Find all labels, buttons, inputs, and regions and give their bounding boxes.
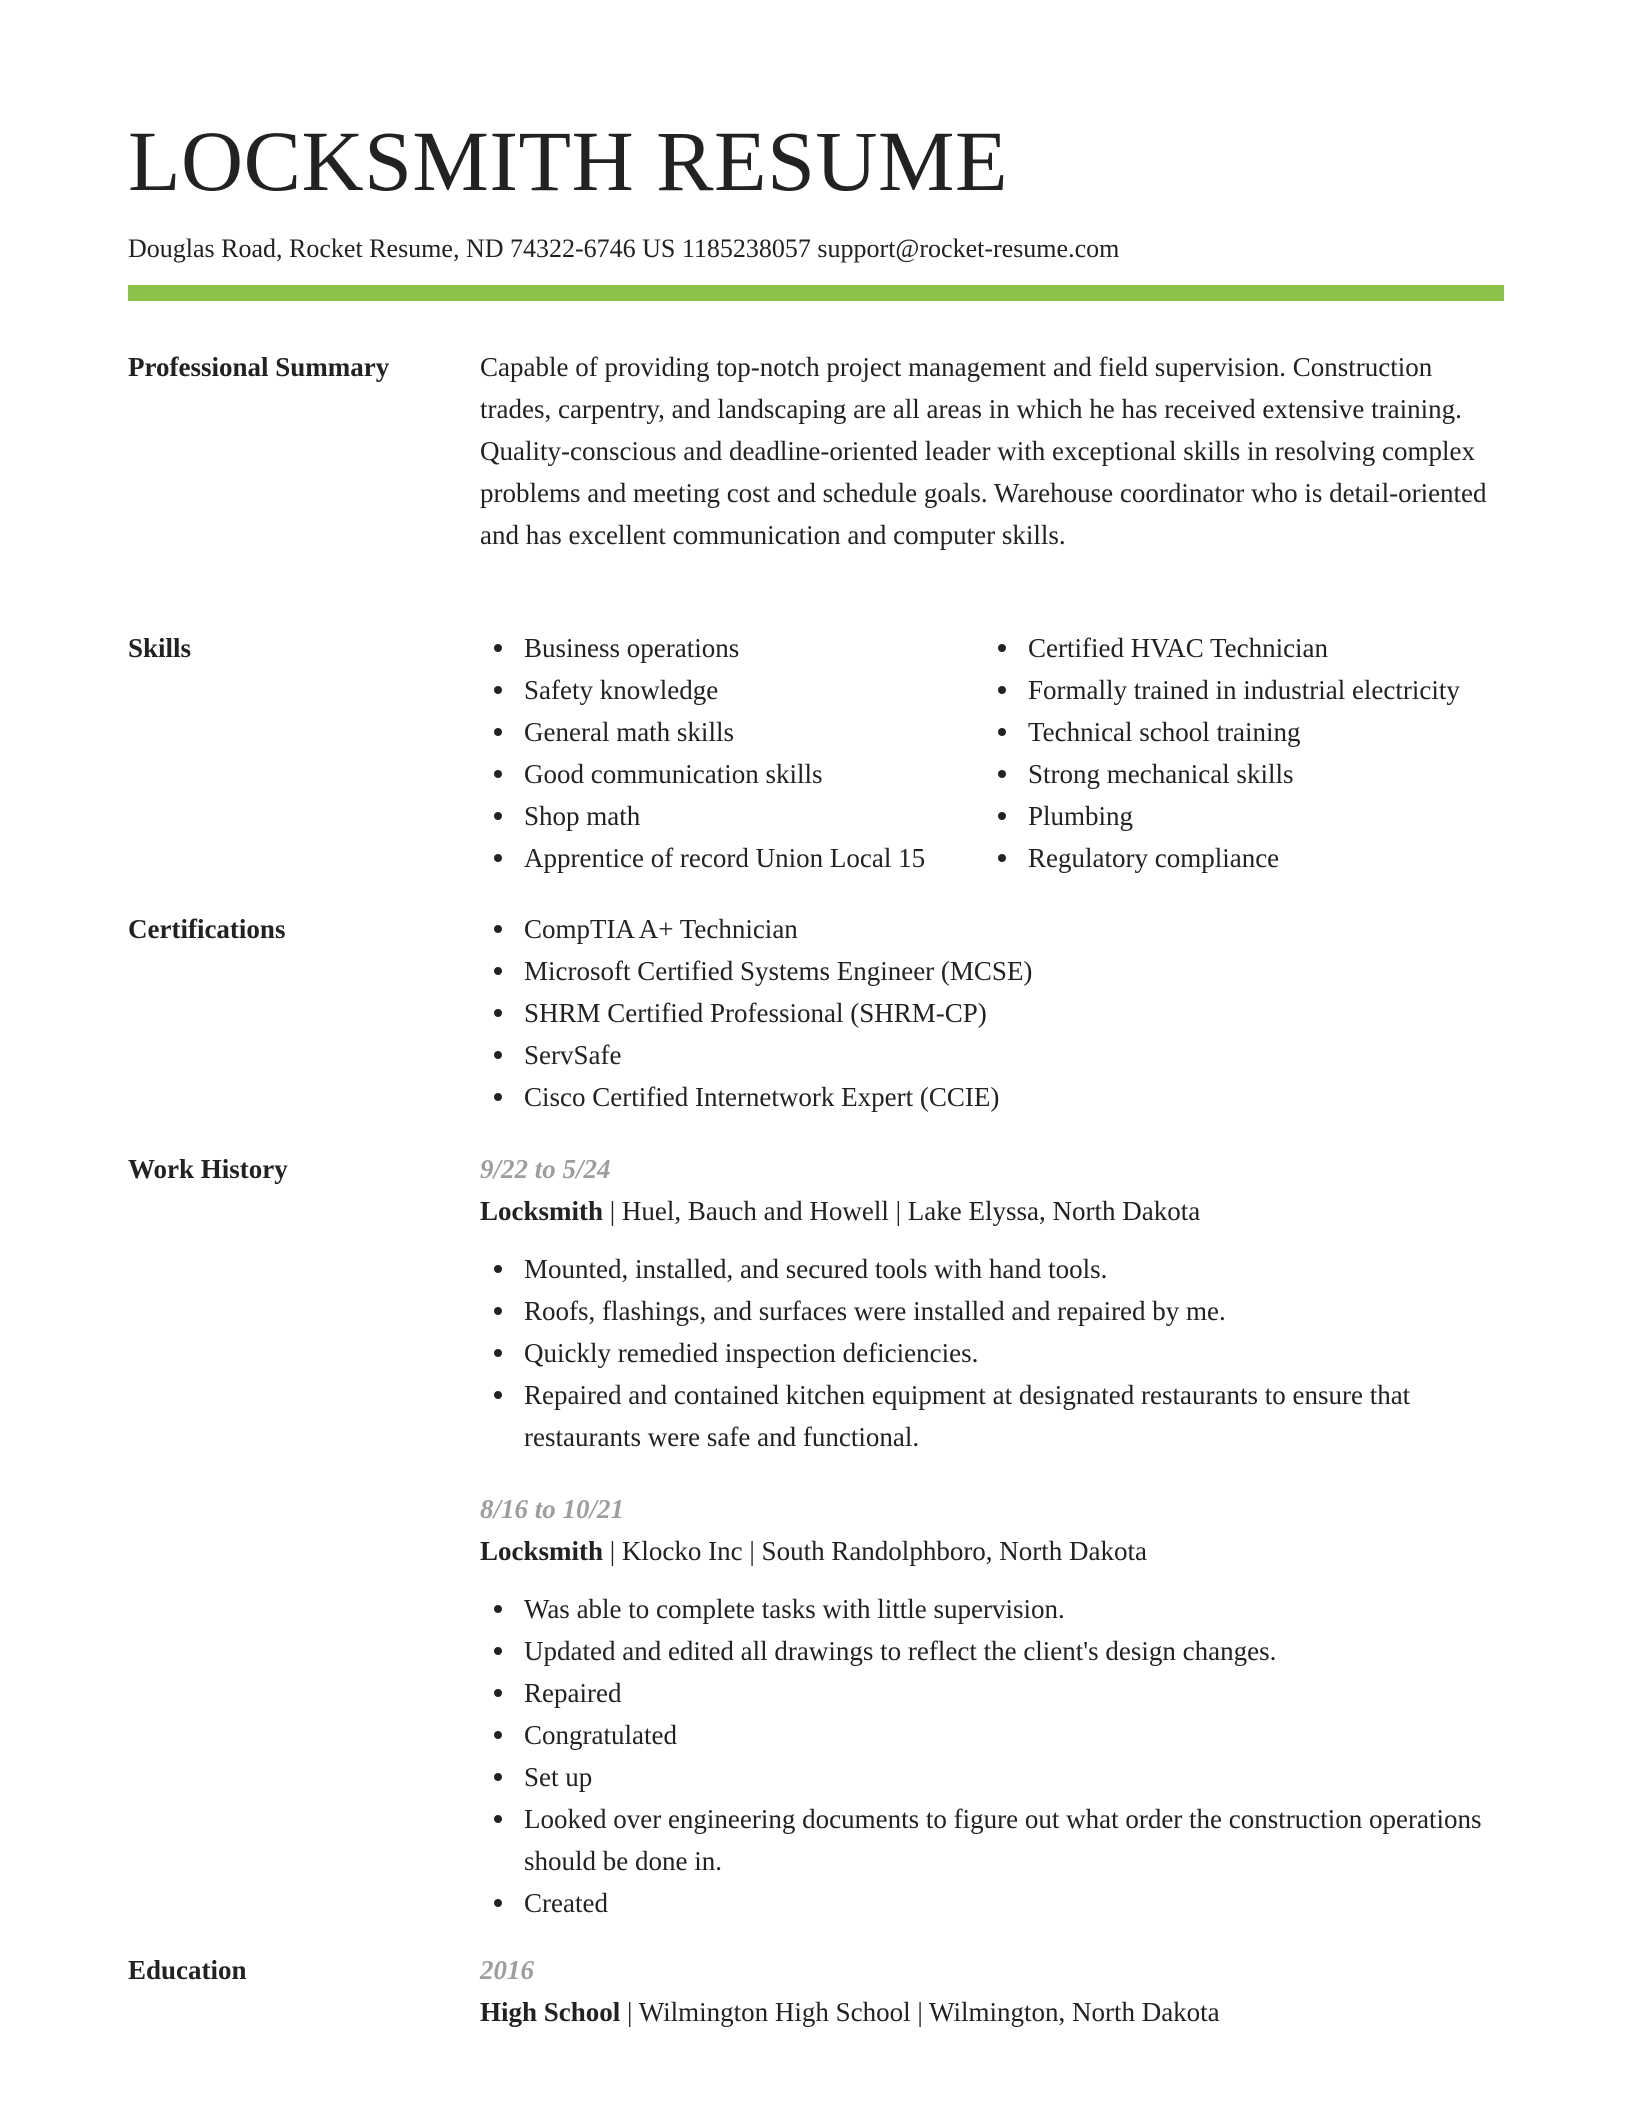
skills-list-left xyxy=(480,627,984,879)
job-title: Locksmith xyxy=(480,1196,604,1226)
education-degree: High School xyxy=(480,1997,621,2027)
skill-item: Safety knowledge xyxy=(480,669,984,711)
certification-item: Microsoft Certified Systems Engineer (MCSE) xyxy=(480,950,1504,992)
job-heading xyxy=(480,1190,1504,1232)
job-bullet: Set up xyxy=(480,1756,1504,1798)
job-date: 9/22 to 5/24 xyxy=(480,1154,611,1184)
education-date: 2016 xyxy=(480,1955,534,1985)
skill-item: Certified HVAC Technician xyxy=(984,627,1504,669)
job-details: | Huel, Bauch and Howell | Lake Elyssa, North Dakota xyxy=(603,1196,1201,1226)
section-label-skills: Skills xyxy=(128,633,192,663)
section-label-summary: Professional Summary xyxy=(128,352,390,382)
summary-text: Capable of providing top-notch project management and field supervision. Construction trades, carpentry, and landscaping are all areas in which he has received extensive training. Quality-conscious and deadline-oriented leader with exceptional skills in resolving complex problems and meeting cost and schedule goals. Warehouse coordinator who is detail-oriented and has excellent communication and computer skills. xyxy=(480,352,1487,550)
skill-item: Formally trained in industrial electricity xyxy=(984,669,1504,711)
skill-item: Good communication skills xyxy=(480,753,984,795)
job-bullet: Mounted, installed, and secured tools with hand tools. xyxy=(480,1248,1504,1290)
skill-item: Regulatory compliance xyxy=(984,837,1504,879)
education-heading xyxy=(480,1991,1504,2033)
skill-item: Strong mechanical skills xyxy=(984,753,1504,795)
certification-item: Cisco Certified Internetwork Expert (CCIE) xyxy=(480,1076,1504,1118)
job-entry xyxy=(480,1488,1504,1924)
job-bullet: Created xyxy=(480,1882,1504,1924)
job-bullet: Was able to complete tasks with little supervision. xyxy=(480,1588,1504,1630)
skills-list-right xyxy=(984,627,1504,879)
certification-item: CompTIA A+ Technician xyxy=(480,908,1504,950)
job-heading xyxy=(480,1530,1504,1572)
job-bullets xyxy=(480,1588,1504,1924)
section-label-certifications: Certifications xyxy=(128,914,286,944)
resume-title: LOCKSMITH RESUME xyxy=(128,113,1009,209)
skill-item: Plumbing xyxy=(984,795,1504,837)
education-details: | Wilmington High School | Wilmington, North Dakota xyxy=(620,1997,1220,2027)
certification-item: SHRM Certified Professional (SHRM-CP) xyxy=(480,992,1504,1034)
job-bullet: Congratulated xyxy=(480,1714,1504,1756)
job-date: 8/16 to 10/21 xyxy=(480,1494,625,1524)
job-bullet: Quickly remedied inspection deficiencies. xyxy=(480,1332,1504,1374)
skill-item: Business operations xyxy=(480,627,984,669)
job-bullets xyxy=(480,1248,1504,1458)
header-divider xyxy=(128,285,1504,301)
skill-item: Shop math xyxy=(480,795,984,837)
skill-item: Apprentice of record Union Local 15 xyxy=(480,837,984,879)
section-label-education: Education xyxy=(128,1955,247,1985)
job-bullet: Repaired xyxy=(480,1672,1504,1714)
job-bullet: Roofs, flashings, and surfaces were installed and repaired by me. xyxy=(480,1290,1504,1332)
skill-item: Technical school training xyxy=(984,711,1504,753)
job-details: | Klocko Inc | South Randolphboro, North Dakota xyxy=(603,1536,1148,1566)
job-bullet: Looked over engineering documents to figure out what order the construction operations should be done in. xyxy=(480,1798,1504,1882)
job-bullet: Updated and edited all drawings to reflect the client's design changes. xyxy=(480,1630,1504,1672)
skill-item: General math skills xyxy=(480,711,984,753)
section-label-work-history: Work History xyxy=(128,1154,288,1184)
job-title: Locksmith xyxy=(480,1536,604,1566)
job-bullet: Repaired and contained kitchen equipment at designated restaurants to ensure that restaurants were safe and functional. xyxy=(480,1374,1504,1458)
certifications-list xyxy=(480,908,1504,1118)
job-entry xyxy=(480,1148,1504,1458)
certification-item: ServSafe xyxy=(480,1034,1504,1076)
contact-line: Douglas Road, Rocket Resume, ND 74322-6746 US 1185238057 support@rocket-resume.com xyxy=(128,234,1120,263)
